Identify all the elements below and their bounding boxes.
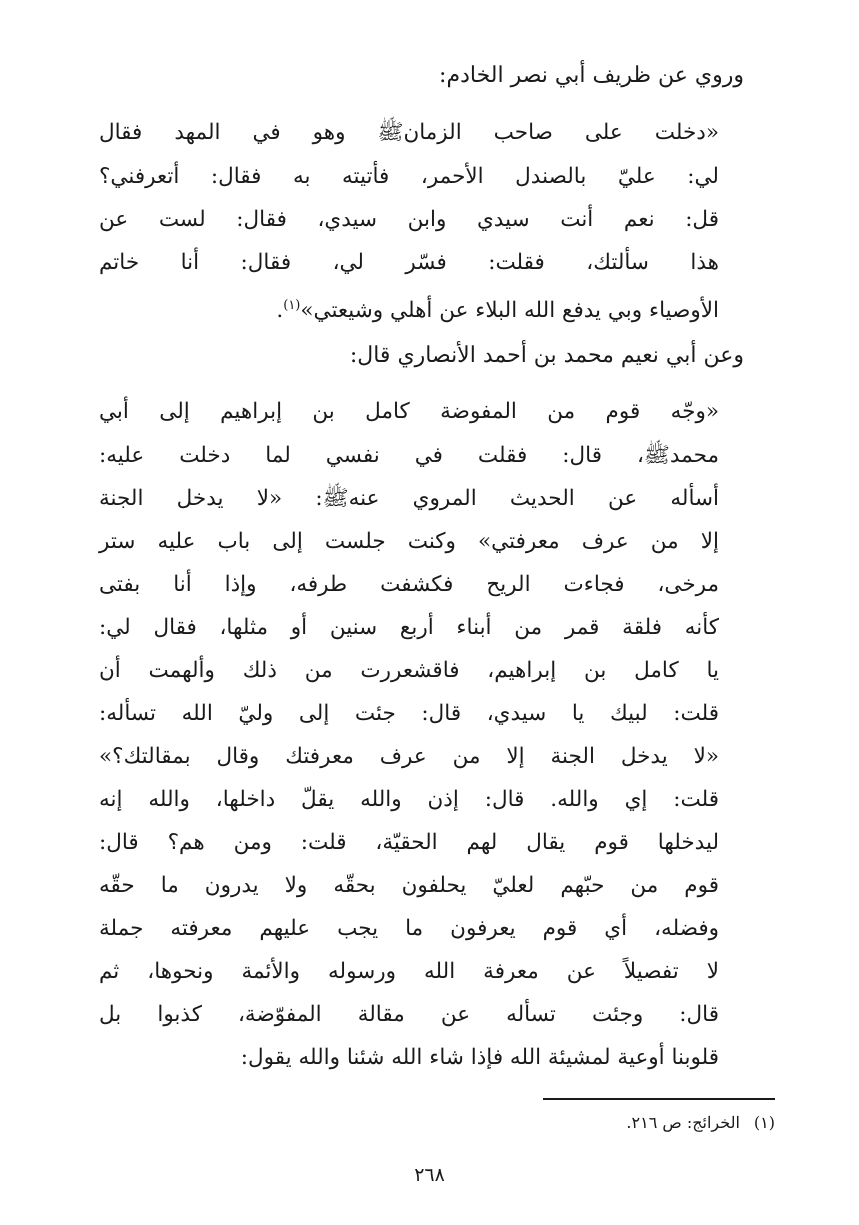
- quote2-line-14: لا تفصيلاً عن معرفة الله ورسوله والأئمة ونحوها، ثم: [99, 959, 719, 984]
- quote2-line-8: قلت: لبيك يا سيدي، قال: جئت إلى وليّ الله تسأله:: [99, 701, 719, 726]
- quote1-line-5: [99, 286, 719, 331]
- quote2-line-6: كأنه فلقة قمر من أبناء أربع سنين أو مثلها، فقال لي:: [99, 615, 719, 640]
- footnote-number: (١): [753, 1113, 775, 1132]
- quote2-line-15: قال: وجئت تسأله عن مقالة المفوّضة، كذبوا بل: [99, 1002, 719, 1027]
- footnote: [626, 1108, 775, 1138]
- quote2-line-16: قلوبنا أوعية لمشيئة الله فإذا شاء الله شئنا والله يقول:: [240, 1045, 719, 1070]
- quote2-line-9: «لا يدخل الجنة إلا من عرف معرفتك وقال بمقالتك؟»: [99, 744, 719, 769]
- quote2-line-4: إلا من عرف معرفتي» وكنت جلست إلى باب عليه ستر: [99, 529, 719, 554]
- quote2-line-5: مرخى، فجاءت الريح فكشفت طرفه، وإذا أنا بفتى: [99, 572, 719, 597]
- quote2-line-11: ليدخلها قوم يقال لهم الحقيّة، قلت: ومن هم؟ قال:: [99, 830, 719, 855]
- quote1-line-1: «دخلت على صاحب الزمان‏ﷺ وهو في المهد فقال: [99, 120, 719, 145]
- quote2-line-13: وفضله، أي قوم يعرفون ما يجب عليهم معرفته جملة: [99, 916, 719, 941]
- footnote-text: الخرائج: ص ٢١٦.: [626, 1113, 740, 1132]
- quote2-line-7: يا كامل بن إبراهيم، فاقشعررت من ذلك وألهمت أن: [99, 658, 719, 683]
- intro-line-1: وروي عن ظريف أبي نصر الخادم:: [439, 63, 744, 88]
- footnote-ref: (١): [283, 298, 301, 313]
- quote1-line-5-text: الأوصياء وبي يدفع الله البلاء عن أهلي وشيعتي»: [300, 298, 719, 324]
- quote2-line-2: محمد‏ﷺ، قال: فقلت في نفسي لما دخلت عليه:: [99, 443, 719, 468]
- quote1-line-4: هذا سألتك، فقلت: فسّر لي، فقال: أنا خاتم: [99, 250, 719, 275]
- quote2-line-1: «وجّه قوم من المفوضة كامل بن إبراهيم إلى أبي: [99, 399, 719, 424]
- quote2-line-3: أسأله عن الحديث المروي عنه‏ﷺ: «لا يدخل الجنة: [99, 486, 719, 511]
- quote2-line-10: قلت: إي والله. قال: إذن والله يقلّ داخلها، والله إنه: [99, 787, 719, 812]
- quote1-line-2: لي: عليّ بالصندل الأحمر، فأتيته به فقال: أتعرفني؟: [99, 164, 719, 189]
- quote1-line-3: قل: نعم أنت سيدي وابن سيدي، فقال: لست عن: [99, 207, 719, 232]
- footnote-divider: [543, 1098, 775, 1100]
- intro-line-2: وعن أبي نعيم محمد بن أحمد الأنصاري قال:: [349, 343, 744, 368]
- quote1-end-mark: .: [276, 298, 284, 324]
- quote2-line-12: قوم من حبّهم لعليّ يحلفون بحقّه ولا يدرون ما حقّه: [99, 873, 719, 898]
- page-number: ٢٦٨: [414, 1164, 445, 1186]
